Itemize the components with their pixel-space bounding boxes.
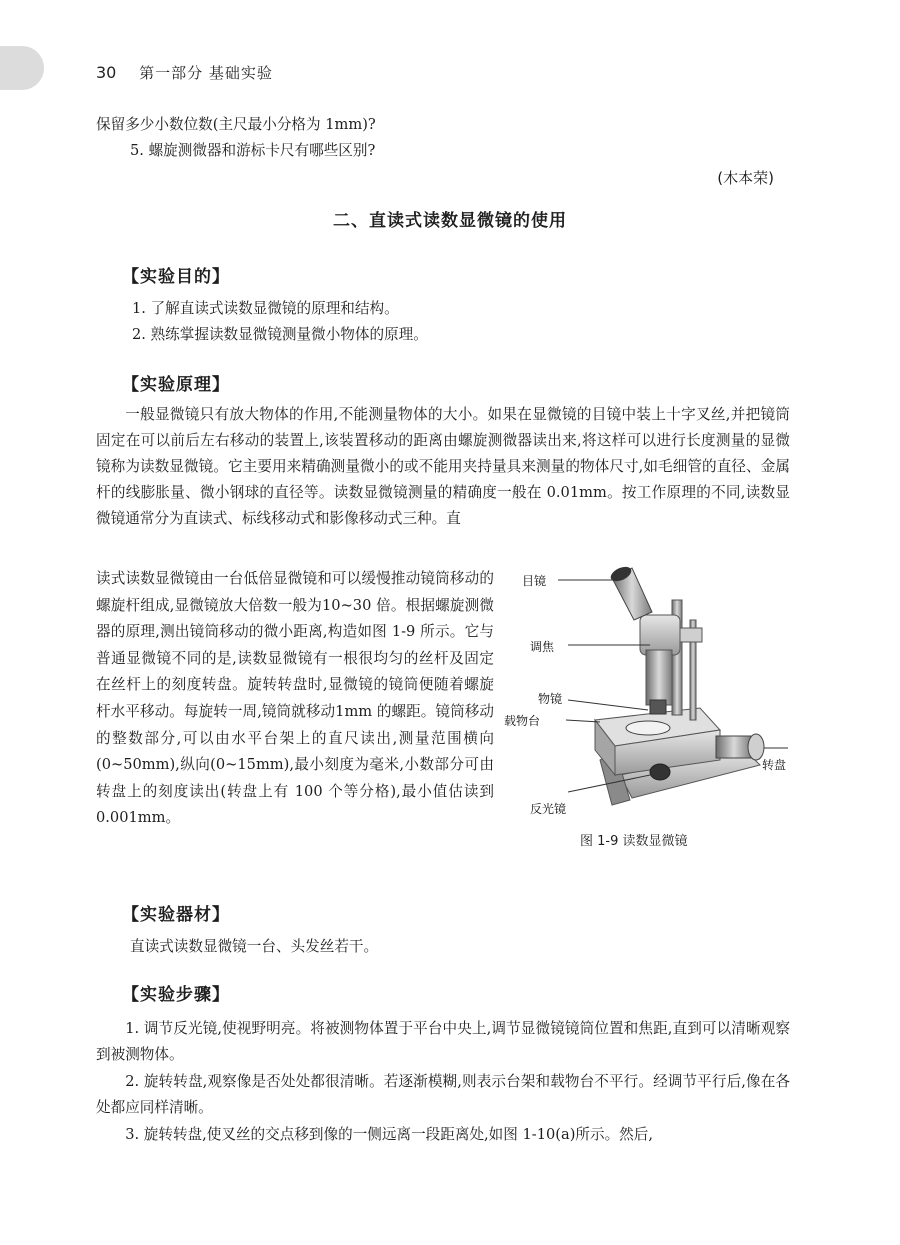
objective-heading: 【实验目的】	[122, 267, 230, 287]
label-mirror: 反光镜	[530, 802, 567, 816]
equipment-text: 直读式读数显微镜一台、头发丝若干。	[130, 938, 379, 955]
principle-heading: 【实验原理】	[122, 375, 230, 395]
page-tab-marker	[0, 46, 44, 90]
label-focus: 调焦	[530, 640, 555, 654]
running-header	[96, 62, 273, 83]
label-dial: 转盘	[762, 758, 787, 772]
label-objective-lens: 物镜	[538, 692, 563, 706]
part-title: 第一部分 基础实验	[139, 64, 273, 82]
label-eyepiece: 目镜	[522, 574, 547, 588]
equipment-heading: 【实验器材】	[122, 905, 230, 925]
question-4-tail: 保留多少小数位数(主尺最小分格为 1mm)?	[96, 116, 376, 133]
principle-paragraph-wrap: 读式读数显微镜由一台低倍显微镜和可以缓慢推动镜筒移动的螺旋杆组成,显微镜放大倍数一般为10~30 倍。根据螺旋测微器的原理,测出镜筒移动的微小距离,构造如图 1-9 所示。它与普通显微镜不同的是,读数显微镜有一根很均匀的丝杆及固定在丝杆上的刻度转盘。旋转转盘时,显微镜的镜筒便随着螺旋杆水平移动。每旋转一周,镜筒就移动1mm 的螺距。镜筒移动的整数部分,可以由水平台架上的直尺读出,测量范围横向(0~50mm),纵向(0~15mm),最小刻度为毫米,小数部分可由转盘上的刻度读出(转盘上有 100 个等分格),最小值估读到 0.001mm。	[96, 570, 494, 827]
steps-heading: 【实验步骤】	[122, 985, 230, 1005]
question-5: 5. 螺旋测微器和游标卡尺有哪些区别?	[130, 142, 376, 159]
label-stage: 载物台	[504, 714, 541, 728]
objective-item-1: 1. 了解直读式读数显微镜的原理和结构。	[132, 300, 399, 317]
step-2: 2. 旋转转盘,观察像是否处处都很清晰。若逐渐模糊,则表示台架和载物台不平行。经调节平行后,像在各处都应同样清晰。	[96, 1073, 790, 1116]
page-number: 30	[96, 63, 117, 82]
principle-paragraph: 一般显微镜只有放大物体的作用,不能测量物体的大小。如果在显微镜的目镜中装上十字叉丝,并把镜筒固定在可以前后左右移动的装置上,该装置移动的距离由螺旋测微器读出来,将这样可以进行长度测量的显微镜称为读数显微镜。它主要用来精确测量微小的或不能用夹持量具来测量的物体尺寸,如毛细管的直径、金属杆的线膨胀量、微小钢球的直径等。读数显微镜测量的精确度一般在 0.01mm。按工作原理的不同,读数显微镜通常分为直读式、标线移动式和影像移动式三种。直	[96, 406, 790, 527]
step-3: 3. 旋转转盘,使叉丝的交点移到像的一侧远离一段距离处,如图 1-10(a)所示。然后,	[125, 1126, 653, 1143]
section-title: 二、直读式读数显微镜的使用	[333, 211, 567, 231]
microscope-figure	[504, 560, 790, 860]
figure-caption: 图 1-9 读数显微镜	[580, 834, 688, 849]
objective-item-2: 2. 熟练掌握读数显微镜测量微小物体的原理。	[132, 326, 428, 343]
step-1: 1. 调节反光镜,使视野明亮。将被测物体置于平台中央上,调节显微镜镜筒位置和焦距,直到可以清晰观察到被测物体。	[96, 1020, 790, 1063]
author: (木本荣)	[717, 169, 774, 187]
